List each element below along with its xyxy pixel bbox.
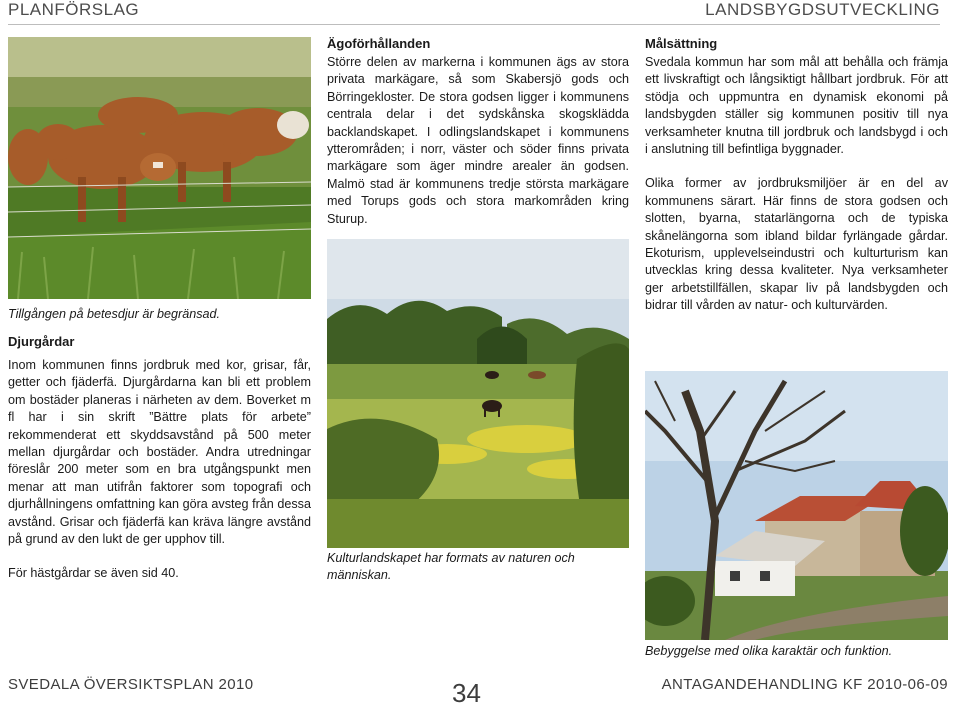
header-divider <box>8 24 940 25</box>
djurgardar-paragraph: Inom kommunen finns jordbruk med kor, grisar, får, getter och fjäderfä. Djurgårdarna kan bli ett problem om bostäder planeras i närheten av dem. Boverket m fl har i sin skrift ”Bättre plats för arbete” rekommenderat ett skyddsavstånd på 500 meter mellan djurgårdar och bostäder. Andra utredningar föreslår 200 meter som en bra utgångspunkt men menar att man utifrån faktorer som topografi och djurhållningens omfattning kan göra avsteg från dessa avstånd. Grisar och fjäderfä kan kräva längre avstånd på grund av den lukt de ger upphov till. <box>8 358 311 547</box>
buildings-photo-caption: Bebyggelse med olika karaktär och funktion. <box>645 644 893 658</box>
agoforhallanden-paragraph: Större delen av markerna i kommunen ägs av stora privata markägare, så som Skabersjö gods och Börringekloster. De stora godsen ligger i kommunens centrala delar i det sydskånska skogsklädda backlandskapet. I odlingslandskapet i kommunens ytterområden; i norr, väster och söder finns privata markägare som äger mindre arealer än godsen. Malmö stad är kommunens tredje största markägare med Torups gods och stora markområden kring Sturup. <box>327 55 629 226</box>
malsattning-paragraph-1: Svedala kommun har som mål att behålla och främja ett livskraftigt och långsiktigt hållbart jordbruk. För att stödja och uppmuntra en dynamisk ekonomi på landsbygden ställer sig kommunen positiv till nya verksamheter knutna till jordbruk och landsbygd i och i anslutning till befintliga byggnader. <box>645 55 948 157</box>
cows-photo-caption: Tillgången på betesdjur är begränsad. <box>8 307 221 321</box>
document-status: ANTAGANDEHANDLING KF 2010-06-09 <box>661 676 948 693</box>
section-title: PLANFÖRSLAG <box>8 0 140 19</box>
landscape-photo <box>327 239 629 548</box>
document-title: SVEDALA ÖVERSIKTSPLAN 2010 <box>8 676 254 693</box>
heading-djurgardar: Djurgårdar <box>8 334 75 349</box>
buildings-photo <box>645 371 948 640</box>
malsattning-paragraph-2: Olika former av jordbruksmiljöer är en del av kommunens särart. Här finns de stora godsen och slotten, byarna, statarlängorna och de typiska skånelängorna som ibland bildar fyrlängade gårdar. Ekoturism, upplevelseindustri och kulturturism kan utvecklas kring dessa kvaliteter. Nya verksamheter ger arbetstillfällen, skapar liv på landsbygden och bidrar till vården av natur- och kulturvärden. <box>645 176 948 313</box>
middle-column <box>327 35 629 228</box>
page-number: 34 <box>452 678 481 707</box>
landscape-photo-caption: Kulturlandskapet har formats av naturen och människan. <box>327 551 575 582</box>
cows-photo <box>8 37 311 299</box>
heading-agoforhallanden: Ägoförhållanden <box>327 36 431 51</box>
right-column <box>645 35 948 315</box>
heading-malsattning: Målsättning <box>645 36 718 51</box>
left-column <box>8 333 311 583</box>
chapter-title: LANDSBYGDSUTVECKLING <box>705 0 940 19</box>
hastgardar-note: För hästgårdar se även sid 40. <box>8 566 179 581</box>
